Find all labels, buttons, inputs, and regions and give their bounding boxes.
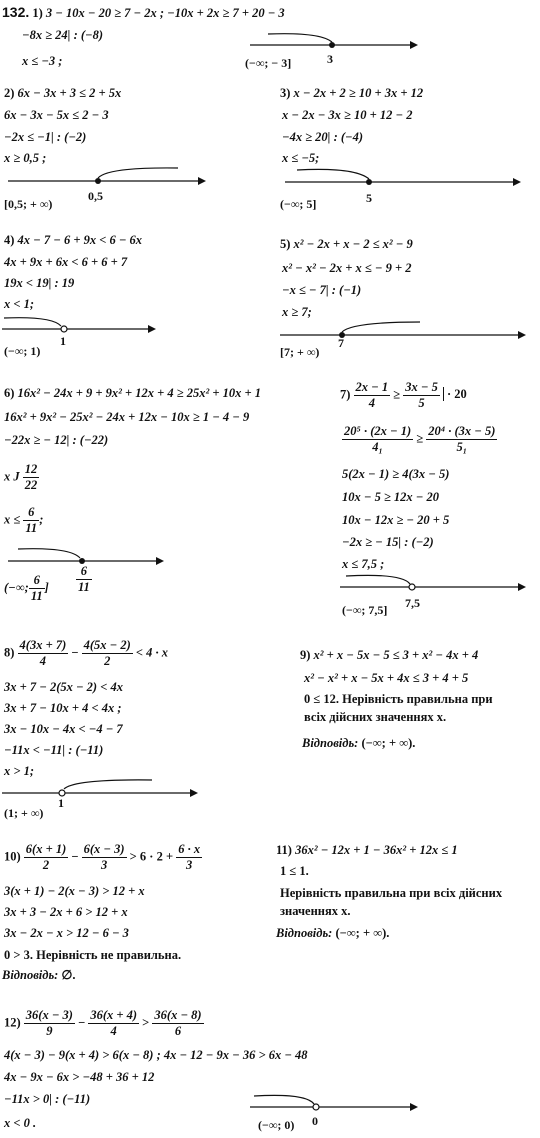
problem-1-label: 1) [32, 6, 43, 20]
problem-3-line-1 [280, 86, 423, 101]
problem-12-line-3: 4x − 9x − 6x > −48 + 36 + 12 [4, 1070, 155, 1084]
problem-2-line-3: −2x ≤ −1| : (−2) [4, 130, 87, 144]
problem-5-point: 7 [338, 336, 344, 350]
problem-12-interval: (−∞; 0) [258, 1118, 295, 1132]
problem-8-interval: (1; + ∞) [4, 806, 44, 820]
problem-4-label: 4) [4, 233, 15, 247]
problem-12-line-1: 12) $\frac{36(x - 3)}{9}$ − $\frac{36(x + 4)}{4}$ > $\frac{36(x - 8)}{6}$ [4, 1008, 202, 1038]
problem-5-number-line [280, 318, 530, 344]
problem-8-line-5: −11x < −11| : (−11) [4, 743, 104, 757]
problem-7-line-6: −2x ≥ − 15| : (−2) [342, 535, 434, 549]
problem-7-label: 7) [340, 387, 351, 402]
problem-6-line-3: −22x ≥ − 12| : (−22) [4, 433, 109, 447]
problem-4-line-1 [4, 233, 142, 248]
problem-2-line-4: x ≥ 0,5 ; [4, 151, 47, 165]
problem-7-number-line [340, 570, 530, 596]
problem-8-line-4: 3x − 10x − 4x < −4 − 7 [4, 722, 123, 736]
problem-1-line-1 [2, 5, 285, 21]
problem-6-line-4 [4, 462, 39, 493]
problem-5-label: 5) [280, 237, 291, 251]
problem-11-answer: Відповідь: (−∞; + ∞). [276, 926, 390, 940]
problem-10-line-4: 3x − 2x − x > 12 − 6 − 3 [4, 926, 129, 940]
problem-10-label: 10) [4, 849, 21, 864]
problem-10-line-1: 10) $\frac{6(x + 1)}{2}$ − $\frac{6(x - 3)}{3}$ > 6 · 2 + $\frac{6 \cdot x}{3}$ [4, 842, 201, 872]
problem-3-point: 5 [366, 191, 372, 205]
problem-9-line-4: всіх дійсних значеннях x. [304, 710, 447, 724]
problem-11-label: 11) [276, 843, 292, 857]
problem-5-line-4: x ≥ 7; [282, 305, 312, 319]
problem-8-label: 8) [4, 645, 15, 660]
problem-2-number-line [8, 163, 208, 189]
problem-8-line-1: 8) $\frac{4(3x + 7)}{4}$ − $\frac{4(5x - 2)}{2}$ < 4 · x [4, 638, 169, 668]
problem-7-line-2: $\frac{\text{20⁵ · (2x − 1)}}{\text{4₁}}$ ≥ $\frac{\text{20⁴ · (3x − 5)}}{\text{5₁}}$ [344, 424, 496, 454]
problem-6-fraction-b: $\frac{6}{11}$ [25, 505, 38, 535]
problem-6-step-a: x J [4, 469, 20, 484]
problem-7-line-3: 5(2x − 1) ≥ 4(3x − 5) [342, 467, 450, 481]
problem-6-interval: (−∞; $\frac{6}{11}$ ] [4, 573, 49, 603]
problem-8-point: 1 [58, 796, 64, 810]
problem-2-equation: 6x − 3x + 3 ≤ 2 + 5x [17, 86, 122, 100]
problem-3-line-2: x − 2x − 3x ≥ 10 + 12 − 2 [282, 108, 413, 122]
problem-7-interval: (−∞; 7,5] [342, 603, 388, 617]
problem-12-line-4: −11x > 0| : (−11) [4, 1092, 91, 1106]
problem-4-line-4: x < 1; [4, 297, 35, 311]
problem-6-point: $\frac{6}{11}$ [78, 564, 90, 594]
problem-2-label: 2) [4, 86, 15, 100]
problem-8-line-3: 3x + 7 − 10x + 4 < 4x ; [4, 701, 122, 715]
problem-3-line-3: −4x ≥ 20| : (−4) [282, 130, 363, 144]
problem-9-line-1 [300, 648, 478, 663]
problem-1-number-line [250, 28, 420, 54]
problem-3-number-line [285, 163, 525, 189]
problem-8-line-6: x > 1; [4, 764, 35, 778]
problem-6-line-1 [4, 386, 261, 401]
problem-1-line-2: −8x ≥ 24| : (−8) [22, 28, 103, 42]
problem-12-line-2: 4(x − 3) − 9(x + 4) > 6(x − 8) ; 4x − 12 − 9x − 36 > 6x − 48 [4, 1048, 308, 1062]
problem-4-point: 1 [60, 334, 66, 348]
problem-6-step-b: x ≤ [4, 512, 21, 527]
problem-6-line-5: x ≤ $\frac{6}{11}$ ; [4, 505, 44, 535]
problem-9-label: 9) [300, 648, 311, 662]
problem-8-number-line [2, 776, 202, 802]
problem-10-line-3: 3x + 3 − 2x + 6 > 12 + x [4, 905, 128, 919]
problem-11-line-4: значеннях x. [280, 904, 351, 918]
problem-1-interval: (−∞; − 3] [245, 56, 292, 70]
problem-2-line-2: 6x − 3x − 5x ≤ 2 − 3 [4, 108, 109, 122]
problem-11-line-1 [276, 843, 458, 858]
problem-6-fraction-a: $\frac{12}{22}$ [24, 462, 38, 492]
problem-7-line-1: 7) $\frac{2x - 1}{4}$ ≥ $\frac{3x - 5}{5}$ · 20 [340, 380, 467, 410]
problem-7-point: 7,5 [405, 596, 420, 610]
problem-4-line-3: 19x < 19| : 19 [4, 276, 75, 290]
problem-4-number-line [2, 312, 162, 338]
problem-9-answer: Відповідь: (−∞; + ∞). [302, 736, 416, 750]
problem-11-line-3: Нерівність правильна при всіх дійсних [280, 886, 503, 900]
problem-2-interval: [0,5; + ∞) [4, 197, 53, 211]
problem-11-equation: 36x² − 12x + 1 − 36x² + 12x ≤ 1 [295, 843, 458, 857]
problem-10-answer: Відповідь: ∅. [2, 968, 76, 982]
problem-9-line-3: 0 ≤ 12. Нерівність правильна при [304, 692, 493, 706]
problem-6-label: 6) [4, 386, 15, 400]
problem-4-line-2: 4x + 9x + 6x < 6 + 6 + 7 [4, 255, 128, 269]
problem-5-line-2: x² − x² − 2x + x ≤ − 9 + 2 [282, 261, 412, 275]
problem-8-line-2: 3x + 7 − 2(5x − 2) < 4x [4, 680, 123, 694]
problem-12-line-5: x < 0 . [4, 1116, 37, 1130]
problem-6-equation: 16x² − 24x + 9 + 9x² + 12x + 4 ≥ 25x² + 10x + 1 [17, 386, 261, 400]
problem-4-equation: 4x − 7 − 6 + 9x < 6 − 6x [17, 233, 143, 247]
problem-7-line-4: 10x − 5 ≥ 12x − 20 [342, 490, 440, 504]
problem-1-equation: 3 − 10x − 20 ≥ 7 − 2x ; −10x + 2x ≥ 7 + 20 − 3 [45, 6, 285, 20]
problem-10-line-2: 3(x + 1) − 2(x − 3) > 12 + x [4, 884, 145, 898]
problem-5-interval: [7; + ∞) [280, 345, 320, 359]
problem-3-interval: (−∞; 5] [280, 197, 317, 211]
problem-7-line-5: 10x − 12x ≥ − 20 + 5 [342, 513, 450, 527]
problem-7-line-7: x ≤ 7,5 ; [342, 557, 385, 571]
problem-3-line-4: x ≤ −5; [282, 151, 320, 165]
problem-5-equation: x² − 2x + x − 2 ≤ x² − 9 [293, 237, 413, 251]
problem-1-line-3: x ≤ −3 ; [22, 54, 63, 68]
problem-12-number-line [250, 1090, 430, 1116]
problem-5-line-1 [280, 237, 413, 252]
problem-number: 132. [2, 4, 30, 20]
problem-2-point: 0,5 [88, 189, 103, 203]
problem-1-point: 3 [327, 52, 333, 66]
problem-4-interval: (−∞; 1) [4, 344, 41, 358]
problem-9-equation: x² + x − 5x − 5 ≤ 3 + x² − 4x + 4 [313, 648, 479, 662]
problem-2-line-1 [4, 86, 121, 101]
problem-12-point: 0 [312, 1114, 318, 1128]
problem-12-label: 12) [4, 1015, 21, 1030]
problem-9-line-2: x² − x² + x − 5x + 4x ≤ 3 + 4 + 5 [304, 671, 469, 685]
problem-3-equation: x − 2x + 2 ≥ 10 + 3x + 12 [293, 86, 424, 100]
problem-10-line-5: 0 > 3. Нерівність не правильна. [4, 948, 182, 962]
problem-6-line-2: 16x² + 9x² − 25x² − 24x + 12x − 10x ≥ 1 − 4 − 9 [4, 410, 250, 424]
problem-3-label: 3) [280, 86, 291, 100]
problem-5-line-3: −x ≤ − 7| : (−1) [282, 283, 362, 297]
problem-11-line-2: 1 ≤ 1. [280, 864, 309, 878]
